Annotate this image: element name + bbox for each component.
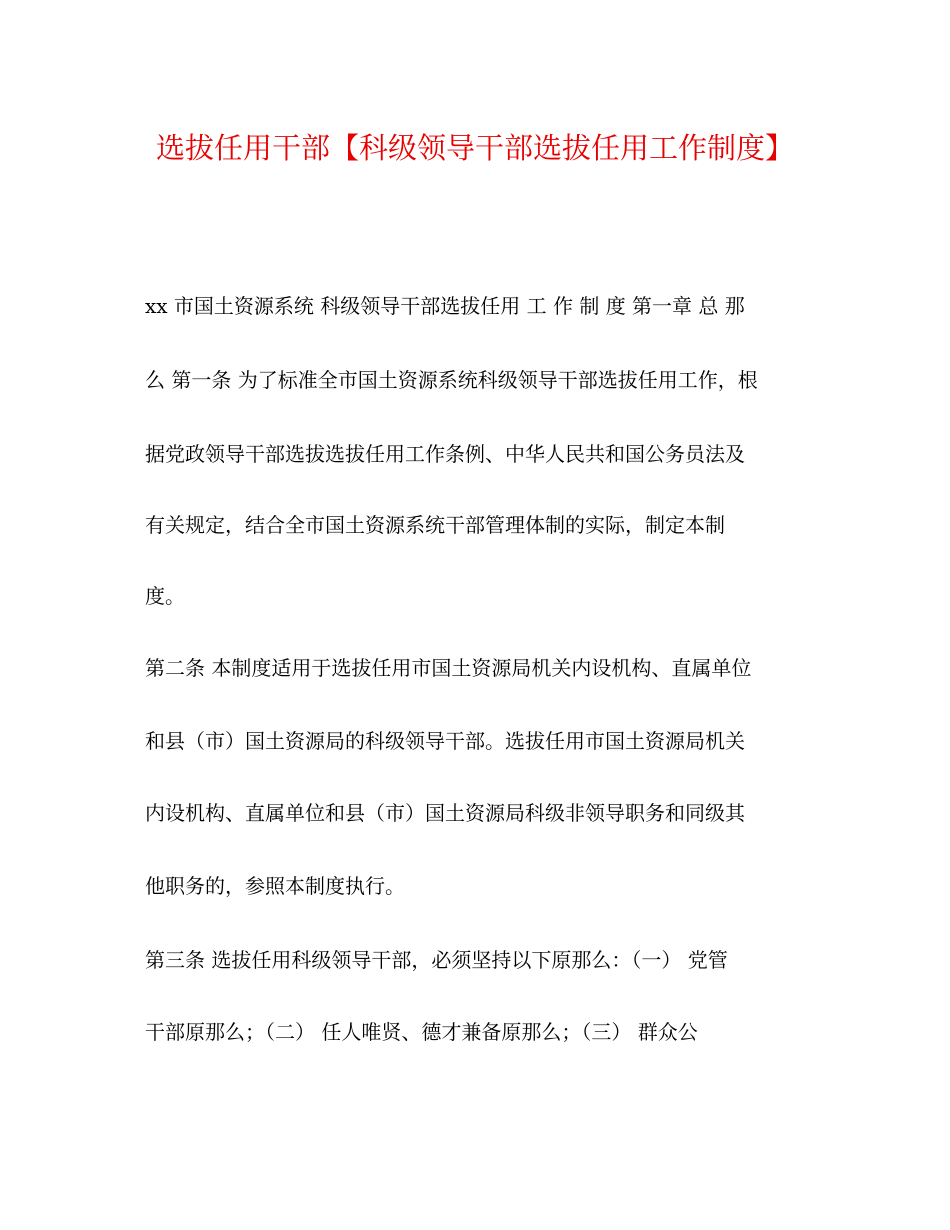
paragraph-line: 内设机构、直属单位和县（市）国土资源局科级非领导职务和同级其 <box>145 801 745 825</box>
paragraph-line: 有关规定，结合全市国土资源系统干部管理体制的实际，制定本制 <box>145 513 725 537</box>
paragraph-line: 度。 <box>145 584 185 608</box>
paragraph-line: xx 市国土资源系统 科级领导干部选拔任用 工 作 制 度 第一章 总 那 <box>145 294 745 318</box>
paragraph-line: 干部原那么；（二） 任人唯贤、德才兼备原那么；（三） 群众公 <box>145 1020 698 1044</box>
paragraph-line: 么 第一条 为了标准全市国土资源系统科级领导干部选拔任用工作，根 <box>145 368 758 392</box>
document-title: 选拔任用干部【科级领导干部选拔任用工作制度】 <box>155 131 794 165</box>
paragraph-line: 据党政领导干部选拔选拔任用工作条例、中华人民共和国公务员法及 <box>145 442 745 466</box>
paragraph-line: 他职务的，参照本制度执行。 <box>145 874 405 898</box>
paragraph-line: 第三条 选拔任用科级领导干部，必须坚持以下原那么：（一） 党管 <box>145 948 728 972</box>
paragraph-line: 第二条 本制度适用于选拔任用市国土资源局机关内设机构、直属单位 <box>145 656 752 680</box>
paragraph-line: 和县（市）国土资源局的科级领导干部。选拔任用市国土资源局机关 <box>145 729 745 753</box>
